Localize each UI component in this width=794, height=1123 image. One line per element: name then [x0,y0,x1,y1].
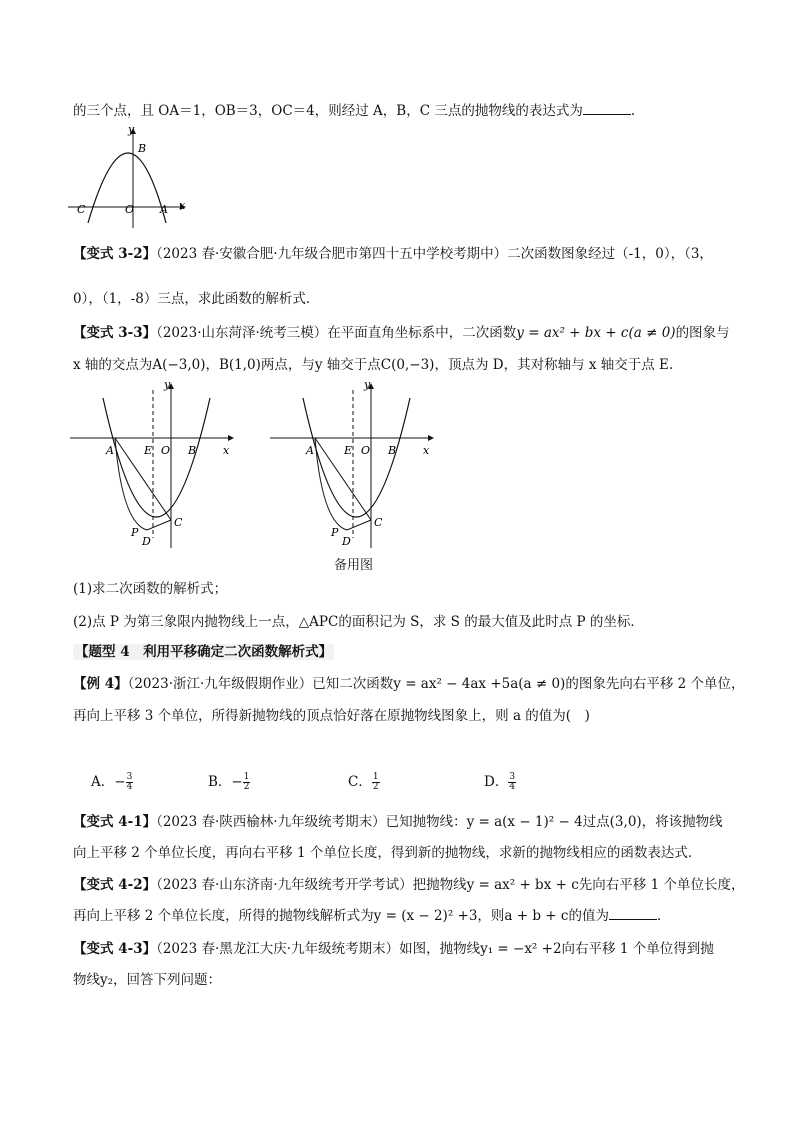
point-a-label: A [160,203,168,216]
variant-tag: 【变式 4-3】 [73,941,157,957]
x-axis-label: x [179,199,186,212]
option-label: C． [348,774,372,790]
option-fraction [243,773,251,792]
parabola-figure-2 [70,378,240,550]
variant-3-3-line1 [73,323,733,343]
x-axis-label: x [223,444,230,457]
point-c-label: C [374,516,383,529]
variant-text: （2023 春·陕西榆林·九年级统考期末）已知抛物线：y = a(x − 1)² − 4过点(3,0)，将该抛物线 [156,814,723,830]
parabola-figure-1 [68,123,193,231]
point-b-label: B [388,444,397,457]
example-tag: 【例 4】 [73,676,128,692]
point-c-label: C [174,516,183,529]
option-label: A． [91,774,115,790]
denominator: 2 [372,782,379,792]
problem-text: 的三个点，且 OA＝1，OB＝3，OC＝4，则经过 A，B，C 三点的抛物线的表达式为 [73,103,583,119]
option-label: D． [484,774,509,790]
topic-4-heading: 【题型 4 利用平移确定二次函数解析式】 [75,644,333,660]
answer-blank [583,101,631,115]
point-b-label: B [138,142,147,155]
option-fraction [126,773,134,792]
point-b-label: B [188,444,197,457]
denominator: 4 [126,782,133,792]
option-label: B． [208,774,232,790]
variant-4-2-line1 [73,875,745,895]
point-p-label: P [331,526,339,539]
period: ． [656,908,671,924]
answer-blank [609,906,657,920]
point-d-label: D [142,535,151,548]
denominator: 4 [509,782,516,792]
variant-4-3-line1 [73,939,733,959]
example-text: 再向上平移 3 个单位，所得新抛物线的顶点恰好落在原抛物线图象上，则 a 的值为( ) [73,708,590,724]
option-a[interactable] [91,772,133,792]
example-text: （2023·浙江·九年级假期作业）已知二次函数y = ax² − 4ax +5a(a ≠ 0)的图象先向右平移 2 个单位， [127,676,745,692]
variant-text: x 轴的交点为A(−3,0)，B(1,0)两点，与y 轴交于点C(0,−3)，顶点为 D，其对称轴与 x 轴交于点 E. [73,357,674,373]
numerator: 3 [126,772,133,782]
variant-text: 物线y₂，回答下列问题： [73,972,222,988]
point-c-label: C [77,203,86,216]
formula: y = ax² + bx + c(a ≠ 0) [516,325,676,341]
option-d[interactable] [484,772,516,792]
variant-4-1-line1 [73,812,733,832]
variant-text: （2023·山东菏泽·统考三模）在平面直角坐标系中，二次函数 [156,325,517,341]
numerator: 1 [243,772,250,782]
variant-text: 向上平移 2 个单位长度，再向右平移 1 个单位长度，得到新的抛物线，求新的抛物线相应的函数表达式． [73,845,702,861]
variant-text: （2023 春·安徽合肥·九年级合肥市第四十五中学校考期中）二次函数图象经过（-1，0），（3， [156,246,713,262]
origin-label: O [161,444,171,457]
variant-tag: 【变式 3-2】 [73,246,157,262]
point-p-label: P [131,526,139,539]
variant-tag: 【变式 4-2】 [73,877,157,893]
variant-4-3-line2 [73,970,733,990]
variant-3-3-line2 [73,355,733,375]
variant-3-2-line2 [73,289,733,309]
example-4-line1 [73,674,745,694]
x-axis-label: x [423,444,430,457]
option-sign: − [114,774,126,790]
option-sign: − [231,774,243,790]
numerator: 1 [372,772,379,782]
period: . [630,103,636,119]
variant-text: （2023 春·黑龙江大庆·九年级统考期末）如图，抛物线y₁ = −x² +2向右平移 1 个单位得到抛 [156,941,714,957]
problem-text-line [73,101,733,121]
answer-options [73,772,733,796]
numerator: 3 [509,772,516,782]
option-b[interactable] [208,772,250,792]
point-e-label: E [144,444,153,457]
point-a-label: A [306,444,314,457]
origin-label: O [125,203,135,216]
y-axis-label: y [128,123,135,136]
example-4-line2 [73,706,733,726]
variant-text: （2023 春·山东济南·九年级统考开学考试）把抛物线y = ax² + bx + c先向右平移 1 个单位长度， [156,877,745,893]
point-d-label: D [342,535,351,548]
variant-text: 0），（1，-8）三点，求此函数的解析式． [73,291,320,307]
parabola-backup-figure [270,378,440,550]
variant-tag: 【变式 4-1】 [73,814,157,830]
variant-tag: 【变式 3-3】 [73,325,157,341]
y-axis-label: y [164,378,171,391]
question-1: (1)求二次函数的解析式； [73,581,228,597]
option-fraction [508,773,516,792]
option-fraction [372,773,380,792]
topic-heading [73,642,733,662]
variant-text: 再向上平移 2 个单位长度，所得的抛物线解析式为y = (x − 2)² +3，则a + b + c的值为 [73,908,609,924]
variant-4-2-line2 [73,906,733,926]
variant-text: 的图象与 [675,325,730,341]
y-axis-label: y [364,378,371,391]
variant-4-1-line2 [73,843,733,863]
origin-label: O [361,444,371,457]
figure-caption: 备用图 [334,558,374,573]
point-e-label: E [344,444,353,457]
question-2: (2)点 P 为第三象限内抛物线上一点，△APC的面积记为 S，求 S 的最大值及此时点 P 的坐标． [73,614,644,630]
denominator: 2 [243,782,250,792]
point-a-label: A [106,444,114,457]
option-c[interactable] [348,772,380,792]
variant-3-2-line1 [73,244,733,264]
